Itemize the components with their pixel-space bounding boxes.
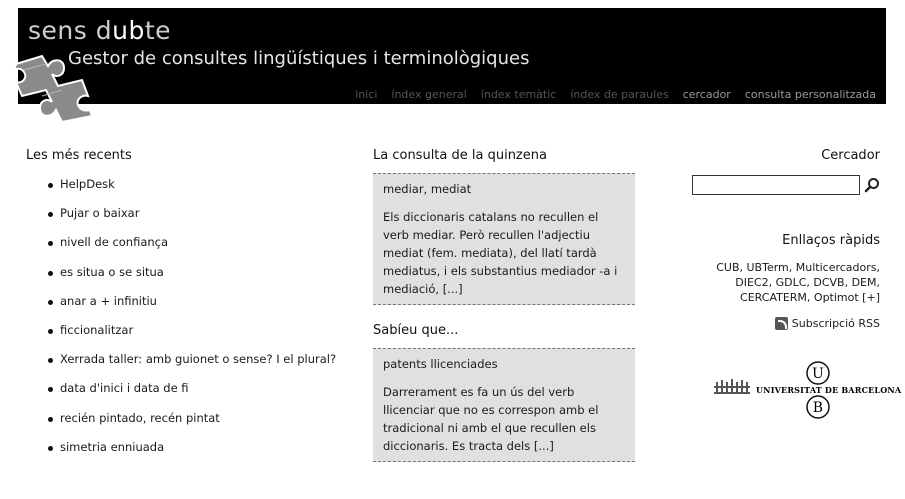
search-input[interactable] [692, 175, 860, 195]
list-item[interactable]: anar a + infinitiu [26, 294, 346, 323]
list-item[interactable]: Xerrada taller: amb guionet o sense? I el plural? [26, 352, 346, 381]
list-item[interactable]: ficcionalitzar [26, 323, 346, 352]
list-item[interactable]: recién pintado, recén pintat [26, 411, 346, 440]
featured-box [373, 173, 635, 305]
university-logo[interactable] [712, 360, 902, 420]
nav-item-index-tematic[interactable]: índex temàtic [480, 88, 557, 101]
featured-heading: La consulta de la quinzena [373, 148, 547, 163]
list-item[interactable]: nivell de confiança [26, 235, 346, 264]
rss-link[interactable] [680, 317, 880, 330]
puzzle-piece-icon [2, 52, 94, 124]
search-form [680, 175, 880, 195]
ub-letter-bottom: B [812, 400, 824, 416]
site-subtitle: Gestor de consultes lingüístiques i terminològiques [68, 48, 530, 69]
featured-text: Els diccionaris catalans no recullen el verb mediar. Però recullen l'adjectiu mediat (fem. mediata), del llatí tardà mediatus, i els substantius mediador -a i mediació, [...] [383, 210, 618, 296]
recent-section [26, 148, 346, 469]
list-item[interactable]: es situa o se situa [26, 265, 346, 294]
didyouknow-heading: Sabíeu que... [373, 323, 459, 338]
main-nav [355, 88, 876, 101]
magnifier-icon[interactable] [864, 177, 880, 193]
quick-links-line[interactable]: DIEC2, GDLC, DCVB, DEM, [735, 276, 880, 289]
quick-links-heading: Enllaços ràpids [782, 233, 880, 248]
nav-item-consulta-personalitzada[interactable]: consulta personalitzada [744, 88, 876, 101]
quick-links [680, 260, 880, 305]
rss-label: Subscripció RSS [791, 317, 880, 330]
sidebar [680, 148, 880, 330]
site-title[interactable]: sens dubte [28, 16, 171, 45]
didyouknow-text: Darrerament es fa un ús del verb llicenciar que no es correspon amb el tradicional ni amb el que recullen els diccionaris. Es tracta dels [...] [383, 385, 599, 453]
search-heading: Cercador [821, 148, 880, 163]
list-item[interactable]: simetria enniuada [26, 440, 346, 469]
ub-name: UNIVERSITAT DE BARCELONA [756, 385, 902, 395]
quick-links-line[interactable]: CUB, UBTerm, Multicercadors, [716, 261, 880, 274]
quick-links-line[interactable]: CERCATERM, Optimot [+] [740, 291, 880, 304]
nav-item-cercador[interactable]: cercador [682, 88, 731, 101]
didyouknow-title[interactable]: patents llicenciades [383, 357, 498, 371]
nav-item-index-paraules[interactable]: índex de paraules [570, 88, 669, 101]
site-header [18, 8, 886, 104]
featured-more-link[interactable]: [...] [442, 282, 463, 296]
ub-letter-top: U [812, 366, 824, 382]
recent-heading: Les més recents [26, 148, 132, 163]
main-content [373, 148, 635, 462]
recent-list [26, 177, 346, 469]
rss-icon [775, 317, 788, 330]
didyouknow-box [373, 348, 635, 462]
featured-title[interactable]: mediar, mediat [383, 182, 472, 196]
nav-item-inici[interactable]: inici [355, 88, 378, 101]
didyouknow-more-link[interactable]: [...] [533, 439, 554, 453]
list-item[interactable]: Pujar o baixar [26, 206, 346, 235]
nav-item-index-general[interactable]: índex general [391, 88, 467, 101]
list-item[interactable]: data d'inici i data de fi [26, 381, 346, 410]
list-item[interactable]: HelpDesk [26, 177, 346, 206]
